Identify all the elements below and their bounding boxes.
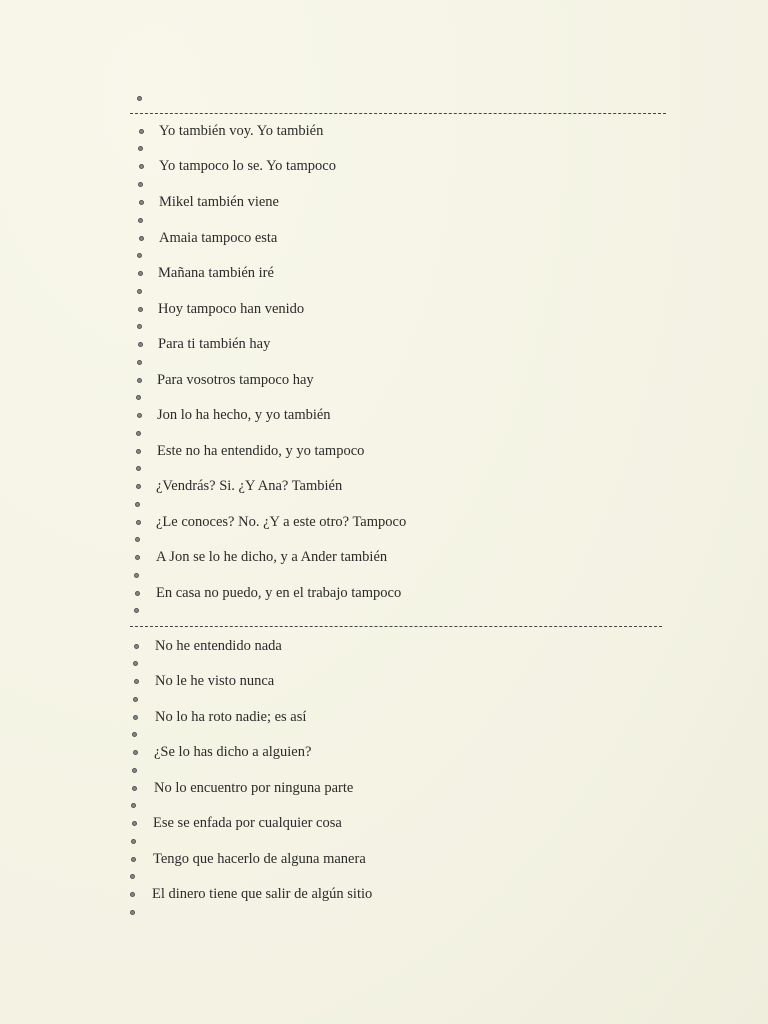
bullet-marker [137, 413, 142, 418]
bullet-marker [133, 715, 138, 720]
bullet-marker [138, 271, 143, 276]
bullet-marker [132, 732, 137, 737]
bullet-marker [134, 608, 139, 613]
bullet-marker [138, 146, 143, 151]
bullet-marker [136, 395, 141, 400]
bullet-marker [132, 768, 137, 773]
list-item: Tengo que hacerlo de alguna manera [153, 851, 366, 867]
bullet-marker [137, 324, 142, 329]
bullet-marker [138, 307, 143, 312]
list-item: ¿Le conoces? No. ¿Y a este otro? Tampoco [156, 514, 407, 530]
bullet-marker [139, 164, 144, 169]
list-item: ¿Vendrás? Si. ¿Y Ana? También [156, 478, 343, 494]
bullet-marker [131, 857, 136, 862]
bullet-marker [136, 431, 141, 436]
bullet-marker [132, 821, 137, 826]
bullet-marker [131, 839, 136, 844]
bullet-marker [139, 200, 144, 205]
list-item: A Jon se lo he dicho, y a Ander también [156, 549, 388, 565]
bullet-marker [139, 129, 144, 134]
bullet-marker [136, 520, 141, 525]
list-item: Yo también voy. Yo también [159, 123, 324, 139]
bullet-marker [137, 378, 142, 383]
list-item: Amaia tampoco esta [159, 230, 278, 246]
bullet-marker [130, 910, 135, 915]
bullet-marker [130, 874, 135, 879]
list-item: No he entendido nada [155, 638, 282, 654]
list-item: En casa no puedo, y en el trabajo tampoco [156, 585, 402, 601]
list-item: Mikel también viene [159, 194, 279, 210]
list-item: Yo tampoco lo se. Yo tampoco [159, 158, 336, 174]
bullet-marker [130, 892, 135, 897]
bullet-marker [139, 236, 144, 241]
bullet-marker [138, 182, 143, 187]
bullet-marker [133, 661, 138, 666]
bullet-marker [133, 697, 138, 702]
bullet-marker [135, 555, 140, 560]
bullet-marker [137, 289, 142, 294]
dashed-divider-top [130, 113, 666, 114]
list-item: Ese se enfada por cualquier cosa [153, 815, 342, 831]
bullet-marker [138, 342, 143, 347]
bullet-marker [135, 502, 140, 507]
bullet-marker [135, 591, 140, 596]
bullet-marker [134, 573, 139, 578]
list-item: Hoy tampoco han venido [158, 301, 305, 317]
bullet-marker [134, 644, 139, 649]
list-item: Este no ha entendido, y yo tampoco [157, 443, 365, 459]
list-item: No lo encuentro por ninguna parte [154, 780, 354, 796]
bullet-marker [137, 96, 142, 101]
list-item: ¿Se lo has dicho a alguien? [154, 744, 312, 760]
list-item: Para ti también hay [158, 336, 271, 352]
bullet-marker [133, 750, 138, 755]
bullet-marker [136, 449, 141, 454]
bullet-marker [134, 679, 139, 684]
bullet-marker [131, 803, 136, 808]
bullet-marker [132, 786, 137, 791]
list-item: Jon lo ha hecho, y yo también [157, 407, 331, 423]
list-item: No lo ha roto nadie; es así [155, 709, 307, 725]
bullet-marker [136, 484, 141, 489]
bullet-marker [137, 360, 142, 365]
list-item: Mañana también iré [158, 265, 274, 281]
list-item: Para vosotros tampoco hay [157, 372, 314, 388]
bullet-marker [138, 218, 143, 223]
list-item: El dinero tiene que salir de algún sitio [152, 886, 373, 902]
bullet-marker [137, 253, 142, 258]
dashed-divider-middle [130, 626, 662, 627]
list-item: No le he visto nunca [155, 673, 275, 689]
bullet-marker [136, 466, 141, 471]
bullet-marker [135, 537, 140, 542]
